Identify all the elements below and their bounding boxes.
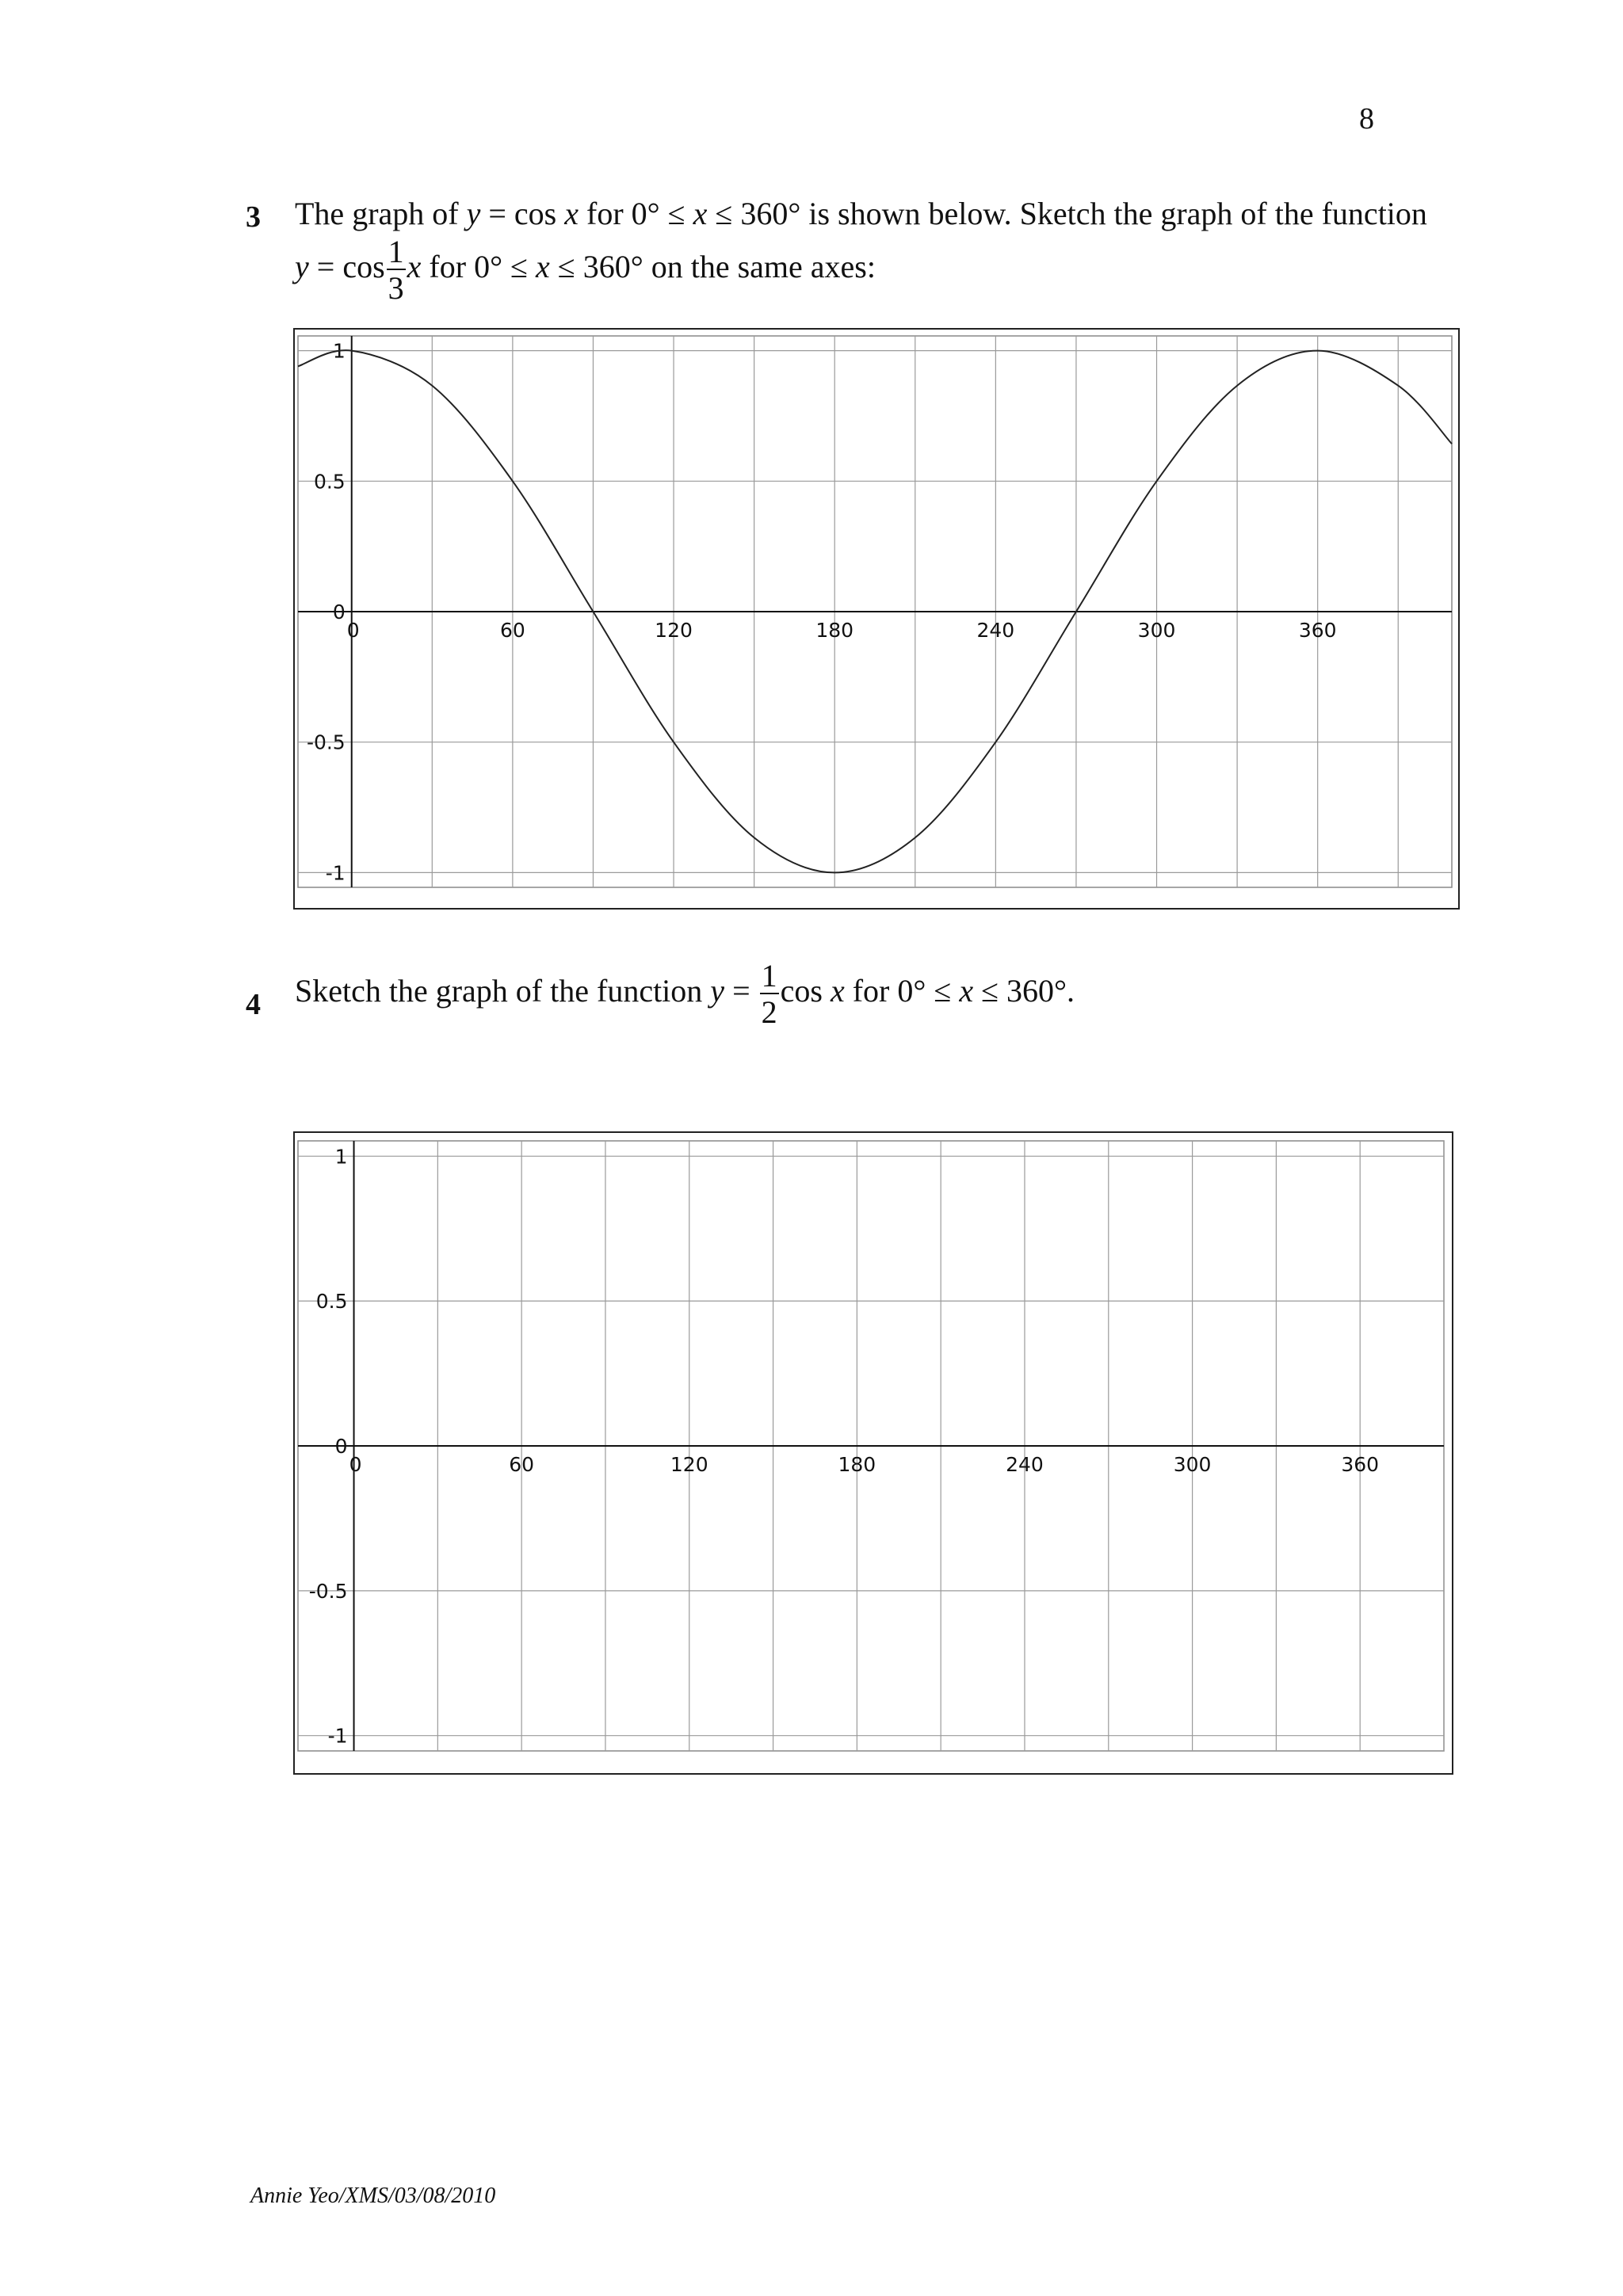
question-3-number: 3 (246, 200, 261, 234)
x-tick-label: 240 (1006, 1453, 1044, 1476)
y-tick-label: 0.5 (315, 1290, 348, 1314)
q4-domain: 0° ≤ x ≤ 360°. (897, 973, 1075, 1009)
y-tick-label: 1 (332, 339, 346, 363)
q3-for-word: for (586, 196, 624, 231)
y-tick-label: 0 (334, 1435, 348, 1458)
x-tick-label: 60 (499, 619, 525, 642)
q3-equation-cos: y = cos x (466, 196, 579, 231)
q3-intro-text: The graph of (295, 196, 459, 231)
x-tick-label: 300 (1137, 619, 1176, 642)
x-tick-label: 180 (815, 619, 854, 642)
q3-domain-2: 0° ≤ x ≤ 360° (474, 249, 643, 285)
x-tick-label: 240 (976, 619, 1015, 642)
x-tick-label: 360 (1298, 619, 1337, 642)
page-number: 8 (1359, 102, 1374, 135)
question-4-line (295, 960, 1075, 1028)
cosine-graph (293, 328, 1460, 910)
q3-axes-text: on the same axes: (651, 249, 876, 285)
q3-for-word-2: for (429, 249, 467, 285)
one-half-fraction: $\frac{1}{2}$ (761, 958, 777, 1030)
q3-target-equation: y = cos $\frac{1}{3}$ x (295, 234, 422, 306)
question-3-line-2 (295, 236, 876, 304)
x-tick-label: 360 (1341, 1453, 1380, 1476)
one-third-fraction: $\frac{1}{3}$ (388, 234, 404, 306)
question-4-number: 4 (246, 988, 261, 1021)
blank-graph (293, 1131, 1453, 1775)
x-tick-label: 120 (670, 1453, 708, 1476)
x-tick-label: 0 (346, 619, 360, 642)
x-tick-label: 60 (509, 1453, 535, 1476)
q4-for-word: for (852, 973, 890, 1009)
y-tick-label: -0.5 (306, 730, 346, 754)
chart-outer-frame (294, 329, 1459, 909)
q3-domain: 0° ≤ x ≤ 360° (631, 196, 801, 231)
q3-instruction-text: is shown below. Sketch the graph of the function (808, 196, 1427, 231)
y-tick-label: -0.5 (308, 1579, 348, 1603)
y-tick-label: 0 (332, 601, 346, 624)
x-tick-label: 180 (838, 1453, 876, 1476)
q4-intro-text: Sketch the graph of the function (295, 973, 703, 1009)
x-tick-label: 120 (655, 619, 693, 642)
footer-author: Annie Yeo/XMS/03/08/2010 (250, 2183, 496, 2208)
y-tick-label: -1 (327, 1724, 348, 1748)
y-tick-label: -1 (325, 861, 346, 885)
q4-equation: y = $\frac{1}{2}$ cos x (710, 958, 845, 1030)
y-tick-label: 1 (334, 1145, 348, 1169)
x-tick-label: 300 (1173, 1453, 1212, 1476)
y-tick-label: 0.5 (313, 470, 346, 494)
x-tick-label: 0 (349, 1453, 362, 1476)
question-3-line-1 (295, 195, 1427, 232)
